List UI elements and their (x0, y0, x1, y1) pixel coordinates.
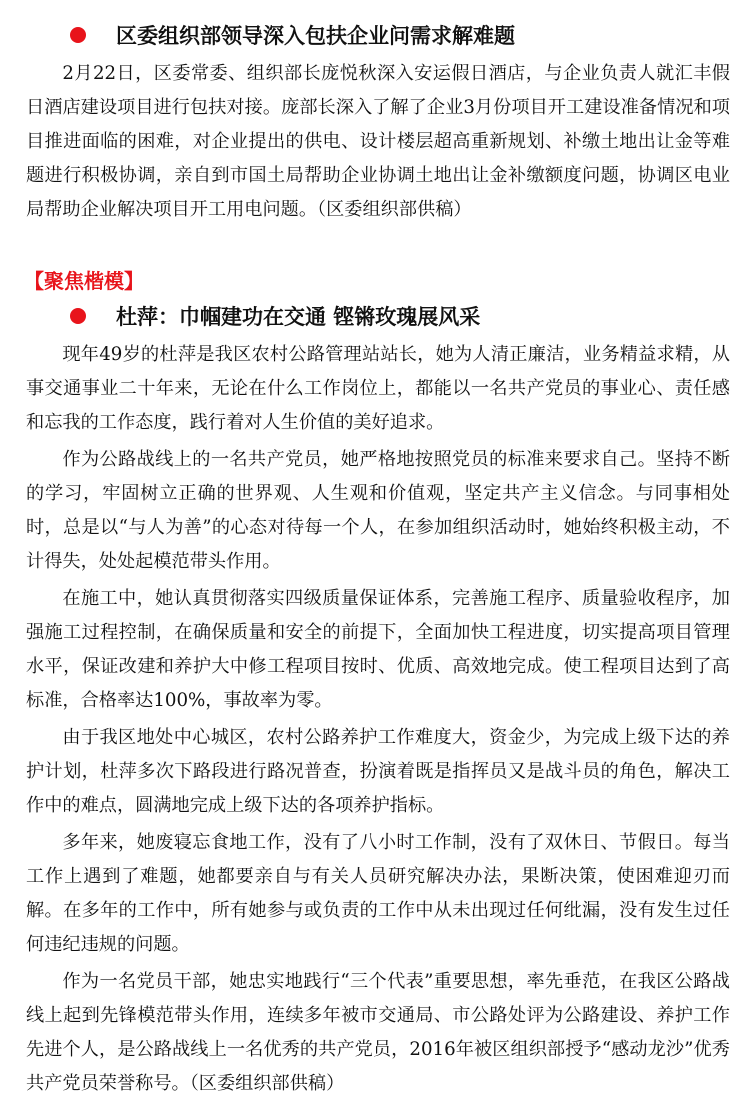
article-2-paragraph-4: 由于我区地处中心城区，农村公路养护工作难度大，资金少，为完成上级下达的养护计划，杜萍多次下路段进行路况普查，扮演着既是指挥员又是战斗员的角色，解决工作中的难点，圆满地完成上级下达的各项养护指标。 (26, 727, 730, 816)
article-2-paragraph-3: 在施工中，她认真贯彻落实四级质量保证体系，完善施工程序、质量验收程序，加强施工过程控制，在确保质量和安全的前提下，全面加快工程进度，切实提高项目管理水平，保证改建和养护大中修工程项目按时、优质、高效地完成。使工程项目达到了高标准，合格率达100%，事故率为零。 (26, 588, 730, 711)
article-1-title: 区委组织部领导深入包扶企业问需求解难题 (116, 24, 515, 48)
article-2-paragraph-1: 现年49岁的杜萍是我区农村公路管理站站长，她为人清正廉洁，业务精益求精，从事交通事业二十年来，无论在什么工作岗位上，都能以一名共产党员的事业心、责任感和忘我的工作态度，践行着对人生价值的美好追求。 (26, 344, 730, 433)
article-1-body: 2月22日，区委常委、组织部长庞悦秋深入安运假日酒店，与企业负责人就汇丰假日酒店建设项目进行包扶对接。庞部长深入了解了企业3月份项目开工建设准备情况和项目推进面临的困难，对企业提出的供电、设计楼层超高重新规划、补缴土地出让金等难题进行积极协调，亲自到市国土局帮助企业协调土地出让金补缴额度问题，协调区电业局帮助企业解决项目开工用电问题。（区委组织部供稿） (26, 63, 730, 220)
article-1-heading (0, 17, 747, 53)
red-bullet-icon (70, 27, 86, 43)
section-tag: 【聚焦楷模】 (24, 269, 144, 293)
article-2-paragraph-6: 作为一名党员干部，她忠实地践行“三个代表”重要思想，率先垂范，在我区公路战线上起到先锋模范带头作用，连续多年被市交通局、市公路处评为公路建设、养护工作先进个人，是公路战线上一名优秀的共产党员，2016年被区组织部授予“感动龙沙”优秀共产党员荣誉称号。（区委组织部供稿） (26, 971, 730, 1094)
article-2-paragraph-2: 作为公路战线上的一名共产党员，她严格地按照党员的标准来要求自己。坚持不断的学习，牢固树立正确的世界观、人生观和价值观，坚定共产主义信念。与同事相处时，总是以“与人为善”的心态对待每一个人，在参加组织活动时，她始终积极主动，不计得失，处处起模范带头作用。 (26, 449, 730, 572)
article-2-paragraph-5: 多年来，她废寝忘食地工作，没有了八小时工作制，没有了双休日、节假日。每当工作上遇到了难题，她都要亲自与有关人员研究解决办法，果断决策，使困难迎刃而解。在多年的工作中，所有她参与或负责的工作中从未出现过任何纰漏，没有发生过任何违纪违规的问题。 (26, 832, 730, 955)
article-2-title: 杜萍：巾帼建功在交通 铿锵玫瑰展风采 (116, 305, 481, 329)
article-2-heading (0, 298, 747, 334)
red-bullet-icon (70, 308, 86, 324)
